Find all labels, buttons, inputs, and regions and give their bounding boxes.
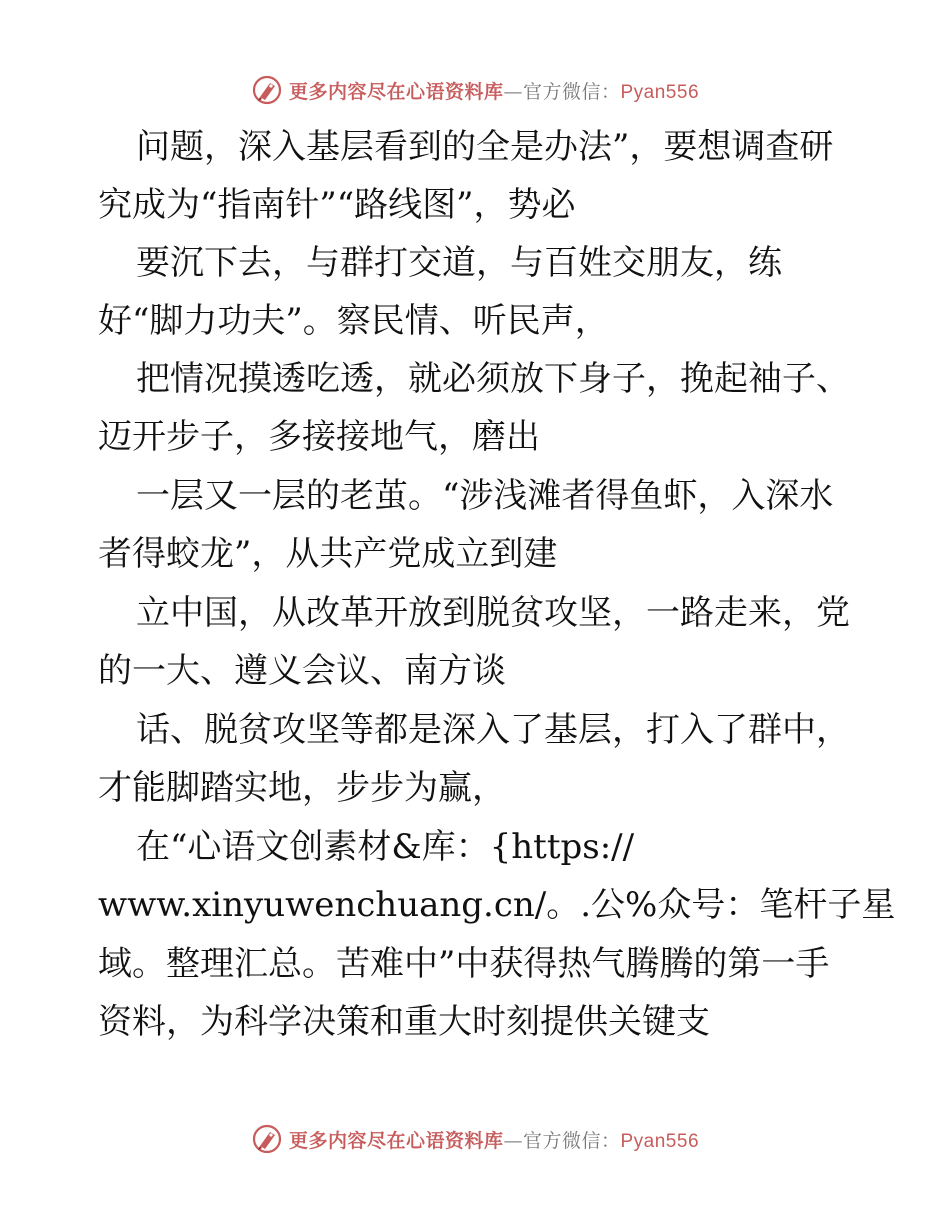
banner-content bbox=[251, 1123, 699, 1155]
paragraph-line: 迈开步子，多接接地气，磨出 bbox=[98, 417, 540, 457]
paragraph-line: 立中国，从改革开放到脱贫攻坚，一路走来，党 bbox=[136, 593, 850, 633]
banner-content bbox=[251, 74, 699, 106]
paragraph-line: 把情况摸透吃透，就必须放下身子，挽起袖子、 bbox=[136, 359, 850, 399]
paragraph-line: 域。整理汇总。苦难中”中获得热气腾腾的第一手 bbox=[98, 944, 830, 984]
paragraph-line: 一层又一层的老茧。“涉浅滩者得鱼虾，入深水 bbox=[136, 476, 834, 516]
paragraph-line: 资料，为科学决策和重大时刻提供关键支 bbox=[98, 1002, 710, 1042]
banner-wechat-handle: Pyan556 bbox=[620, 81, 700, 103]
pen-nib-logo-icon bbox=[251, 1123, 283, 1155]
paragraph-line: 话、脱贫攻坚等都是深入了基层，打入了群中， bbox=[136, 710, 850, 750]
banner-separator: — bbox=[503, 80, 523, 103]
paragraph-line: 才能脚踏实地，步步为赢， bbox=[98, 768, 506, 808]
paragraph-line: www.xinyuwenchuang.cn/。.公%众号：笔杆子星 bbox=[98, 885, 896, 925]
paragraph-line: 的一大、遵义会议、南方谈 bbox=[98, 651, 506, 691]
header-banner bbox=[0, 70, 950, 110]
paragraph-line: 究成为“指南针”“路线图”，势必 bbox=[98, 185, 576, 225]
paragraph-line: 要沉下去，与群打交道，与百姓交朋友，练 bbox=[136, 243, 782, 283]
paragraph-line: 问题，深入基层看到的全是办法”，要想调查研 bbox=[136, 127, 834, 167]
paragraph-line: 在“心语文创素材&库：{https:// bbox=[136, 827, 635, 867]
banner-wechat-handle: Pyan556 bbox=[620, 1130, 700, 1152]
banner-wechat-label: 官方微信： bbox=[522, 1129, 621, 1152]
banner-wechat-label: 官方微信： bbox=[522, 80, 621, 103]
footer-banner bbox=[0, 1119, 950, 1159]
paragraph-line: 好“脚力功夫”。察民情、听民声， bbox=[98, 301, 609, 341]
banner-main-text: 更多内容尽在心语资料库 bbox=[288, 80, 504, 103]
paragraph-line: 者得蛟龙”，从共产党成立到建 bbox=[98, 534, 558, 574]
banner-text bbox=[289, 77, 699, 104]
pen-nib-logo-icon bbox=[251, 74, 283, 106]
banner-main-text: 更多内容尽在心语资料库 bbox=[288, 1129, 504, 1152]
banner-text bbox=[289, 1126, 699, 1153]
banner-separator: — bbox=[503, 1129, 523, 1152]
